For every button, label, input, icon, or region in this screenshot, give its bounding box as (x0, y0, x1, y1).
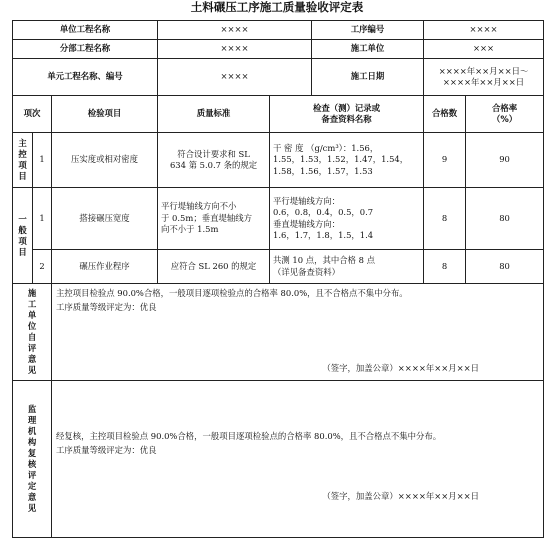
gen1-standard-line3: 向不小于 1.5m (161, 224, 219, 235)
col-record-line1: 检查（测）记录或 (313, 102, 381, 113)
gen1-standard (158, 188, 270, 250)
gen2-record (270, 250, 424, 284)
self-evaluation-row (13, 284, 544, 381)
construction-date-label: 施工日期 (312, 59, 424, 96)
main1-count: 9 (424, 133, 466, 188)
supervision-line2: 工序质量等级评定为：优良 (56, 445, 157, 455)
construction-date-value (424, 59, 544, 96)
unit-project-value: ×××× (158, 21, 312, 40)
contractor-label: 施工单位 (312, 40, 424, 59)
form-title: 土料碾压工序施工质量验收评定表 (190, 0, 364, 14)
element-project-value: ×××× (158, 59, 312, 96)
main-group-label: 主 控 项 目 (13, 133, 33, 188)
main1-standard (158, 133, 270, 188)
main1-record-line2: 1.55，1.53，1.52，1.47，1.54， (273, 154, 409, 165)
gen1-record-line2: 0.6，0.8，0.4，0.5，0.7 (273, 207, 374, 217)
contractor-value: ××× (424, 40, 544, 59)
self-eval-label: 施 工 单 位 自 评 意 见 (13, 284, 52, 381)
header-row-element (13, 59, 544, 96)
gen1-standard-line1: 平行堤轴线方向不小 (161, 201, 237, 212)
gen1-standard-line2: 于 0.5m；垂直堤轴线方 (161, 212, 252, 223)
gen1-count: 8 (424, 188, 466, 250)
main1-record (270, 133, 424, 188)
gen2-no: 2 (33, 250, 52, 284)
construction-date-end: ××××年××月××日 (442, 77, 525, 87)
main1-item: 压实度或相对密度 (52, 133, 158, 188)
column-header-row (13, 96, 544, 133)
table-row-general-1 (13, 188, 544, 250)
main1-record-line1: 干 密 度 （g/cm³）：1.56， (273, 142, 379, 153)
gen1-rate: 80 (466, 188, 544, 250)
col-pass-rate (466, 96, 544, 133)
supervision-row (13, 381, 544, 538)
supervision-line1: 经复核，主控项目检验点 90.0%合格，一般项目逐项检验点的合格率 80.0%，且不合格点不集中分布。 (56, 431, 442, 441)
main1-standard-line1: 符合设计要求和 SL (177, 148, 250, 159)
self-eval-line1: 主控项目检验点 90.0%合格，一般项目逐项检验点的合格率 80.0%，且不合格点不集中分布。 (56, 288, 408, 298)
division-project-value: ×××× (158, 40, 312, 59)
col-record (270, 96, 424, 133)
gen1-record-line3: 垂直堤轴线方向： (273, 218, 341, 229)
supervision-label: 监 理 机 构 复 核 评 定 意 见 (13, 381, 52, 538)
self-eval-sign: （签字，加盖公章）××××年××月××日 (322, 362, 480, 373)
col-pass-rate-line2: （%） (491, 114, 518, 124)
gen1-record (270, 188, 424, 250)
gen1-item: 搭接碾压宽度 (52, 188, 158, 250)
gen2-count: 8 (424, 250, 466, 284)
process-no-label: 工序编号 (312, 21, 424, 40)
col-record-line2: 备查资料名称 (321, 114, 372, 124)
col-pass-rate-line1: 合格率 (491, 102, 518, 113)
main1-standard-line2: 634 第 5.0.7 条的规定 (169, 160, 258, 170)
gen2-rate: 80 (466, 250, 544, 284)
quality-evaluation-table (12, 20, 544, 538)
supervision-sign: （签字，加盖公章）××××年××月××日 (322, 491, 480, 501)
table-row-main-1 (13, 133, 544, 188)
division-project-label: 分部工程名称 (13, 40, 158, 59)
col-inspection-item: 检验项目 (52, 96, 158, 133)
header-row-division (13, 40, 544, 59)
col-quality-standard: 质量标准 (158, 96, 270, 133)
self-eval-line2: 工序质量等级评定为：优良 (56, 302, 157, 312)
unit-project-label: 单位工程名称 (13, 21, 158, 40)
general-group-label: 一 般 项 目 (13, 188, 33, 284)
supervision-content (52, 381, 544, 538)
header-row-unit (13, 21, 544, 40)
main1-record-line3: 1.58，1.56，1.57，1.53 (273, 165, 373, 176)
gen2-item: 碾压作业程序 (52, 250, 158, 284)
self-eval-content (52, 284, 544, 381)
element-project-label: 单元工程名称、编号 (13, 59, 158, 96)
gen1-no: 1 (33, 188, 52, 250)
construction-date-start: ××××年××月××日～ (438, 65, 529, 76)
gen2-standard: 应符合 SL 260 的规定 (158, 250, 270, 284)
main1-rate: 90 (466, 133, 544, 188)
main1-no: 1 (33, 133, 52, 188)
table-row-general-2 (13, 250, 544, 284)
gen1-record-line1: 平行堤轴线方向： (273, 195, 341, 206)
col-item-no: 项次 (13, 96, 52, 133)
process-no-value: ×××× (424, 21, 544, 40)
gen2-record-line1: 共测 10 点，其中合格 8 点 (273, 255, 376, 265)
gen1-record-line4: 1.6，1.7，1.8，1.5，1.4 (273, 230, 374, 240)
col-qualified-count: 合格数 (424, 96, 466, 133)
gen2-record-line2: （详见备查资料） (273, 266, 341, 277)
